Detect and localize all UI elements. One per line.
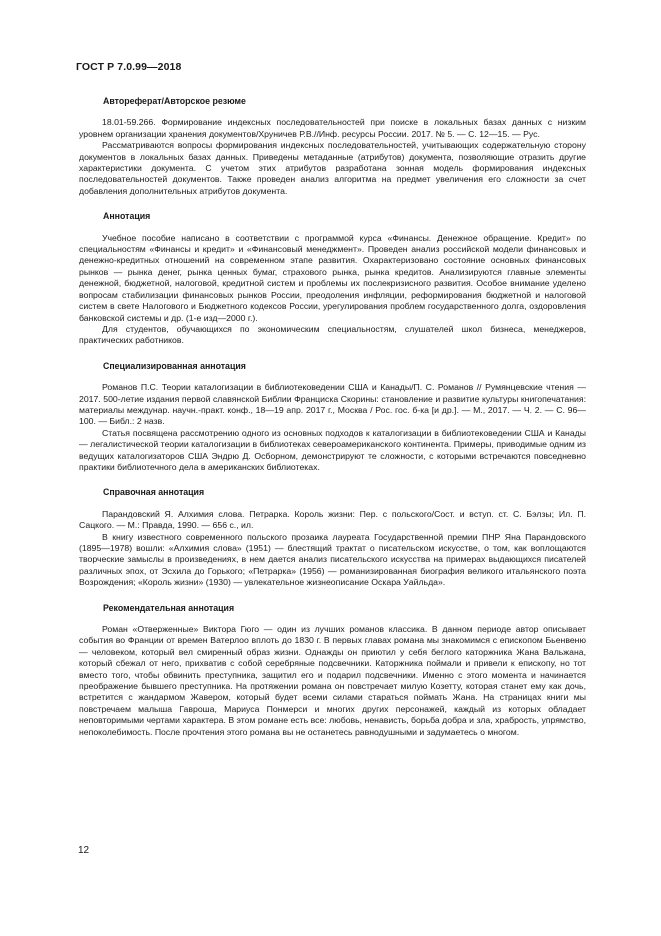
section-annotation	[79, 211, 586, 346]
paragraph: Парандовский Я. Алхимия слова. Петрарка. Король жизни: Пер. с польского/Сост. и вступ. ст. С. Бэлзы; Ил. П. Сацкого. — М.: Правда, 1990. — 656 с., ил.	[79, 508, 586, 531]
paragraph: 18.01-59.266. Формирование индексных последовательностей при поиске в локальных базах данных с низким уровнем организации хранения документов/Хруничев Р.В.//Инф. ресурсы России. 2017. № 5. — С. 12—15. — Рус.	[79, 117, 586, 139]
paragraph: Статья посвящена рассмотрению одного из основных подходов к каталогизации в библиотековедении США и Канады — легалистической теории каталогизации в библиотеках североамериканского континента. Примеры, приводимые одним из ведущих каталогизаторов США Эндрю Д. Осборном, демонстрируют те сложности, с которыми встречаются повседневно практики библиотечного дела в американских библиотеках.	[79, 427, 586, 472]
section-title: Автореферат/Авторское резюме	[103, 96, 246, 106]
standard-code: ГОСТ Р 7.0.99—2018	[76, 61, 182, 73]
paragraph: Рассматриваются вопросы формирования индексных последовательностей, учитывающих содержательную сторону документов в локальных базах данных. Приведены метаданные (атрибутов) документа, позволяющие отразить другие характеристики документа. С учетом этих атрибутов разработана зонная модель формирования индексных последовательностей документов. Также проведен анализ алгоритма на предмет увеличения его сложности за счет добавления дополнительных атрибутов документа.	[79, 140, 586, 196]
section-title: Специализированная аннотация	[103, 360, 246, 371]
section-author-abstract	[79, 96, 586, 197]
section-recommendation-annotation	[79, 603, 586, 738]
section-reference-annotation	[79, 487, 586, 588]
section-title: Справочная аннотация	[103, 487, 205, 498]
paragraph: В книгу известного современного польского прозаика лауреата Государственной премии ПНР Яна Парандовского (1895—1978) вошли: «Алхимия слова» (1951) — блестящий трактат о писательском искусстве, о том, как воплощаются творческие замыслы в произведениях, в нем дается анализ писательского искусства на примерах выдающихся писателей различных эпох, от Эсхила до Горького; «Петрарка» (1956) — романизированная биография великого итальянского поэта Возрождения; «Король жизни» (1930) — увлекательное жизнеописание Оскара Уайльда».	[79, 531, 586, 588]
paragraph: Роман «Отверженные» Виктора Гюго — один из лучших романов классика. В данном периоде автор описывает события во Франции от времен Ватерлоо вплоть до 1830 г. В первых главах романа мы знакомимся с епископом Бьенвеню — человеком, который вел смиренный образ жизни. Однажды он приютил у себя беглого каторжника Жана Вальжана, который сбежал от него, прихватив с собой серебряные подсвечники. Каторжника поймали и привели к епископу, но тот вместо того, чтобы обвинить преступника, защитил его и подарил подсвечники. Именно с этого момента и начинается преображение бывшего преступника. На протяжении романа он повстречает милую Козетту, которая станет ему как дочь, встретится с жандармом Жавером, который будет всеми силами стараться поймать Жана. На страницах книги мы повстречаем малыша Гавроша, Мариуса Понмерси и многих других персонажей, каждый из которых обладает неповторимыми чертами характера. В этом романе есть все: любовь, ненависть, борьба добра и зла, храбрость, упрямство, непоколебимость. После прочтения этого романа вы не останетесь равнодушными и задумаетесь о многом.	[79, 624, 586, 737]
page-content	[79, 96, 586, 738]
section-title: Рекомендательная аннотация	[103, 602, 235, 613]
section-specialized-annotation	[79, 361, 586, 474]
paragraph: Романов П.С. Теории каталогизации в библиотековедении США и Канады/П. С. Романов // Румянцевские чтения — 2017. 500-летие издания первой славянской Библии Франциска Скорины: становление и развитие культуры книгопечатания: материалы междунар. научн.-практ. конф., 18—19 апр. 2017 г., Москва / Рос. гос. б-ка [и др.]. — М., 2017. — Ч. 2. — С. 96—100. — Библ.: 2 назв.	[79, 382, 586, 427]
paragraph: Для студентов, обучающихся по экономическим специальностям, слушателей школ бизнеса, менеджеров, практических работников.	[79, 323, 586, 346]
section-title: Аннотация	[103, 211, 151, 222]
paragraph: Учебное пособие написано в соответствии с программой курса «Финансы. Денежное обращение. Кредит» по специальностям «Финансы и кредит» и «Финансовый менеджмент». Проведен анализ российской модели финансовых и денежно-кредитных отношений на современном этапе развития. Охарактеризовано состояние основных финансовых рынков — рынка денег, рынка ценных бумаг, страхового рынка, рынка кредитов. Анализируются главные элементы денежной, бюджетной, налоговой, кредитной систем и проблемы их послекризисного развития. Особое внимание уделено вопросам стабилизации финансовых рынков России, преодоления инфляции, реформирования бюджетной и налоговой систем в свете Налогового и Бюджетного кодексов России, урегулирования проблем государственного долга, оздоровления банковской системы и др. (1-е изд—2000 г.).	[79, 232, 586, 323]
page-number: 12	[78, 845, 90, 856]
